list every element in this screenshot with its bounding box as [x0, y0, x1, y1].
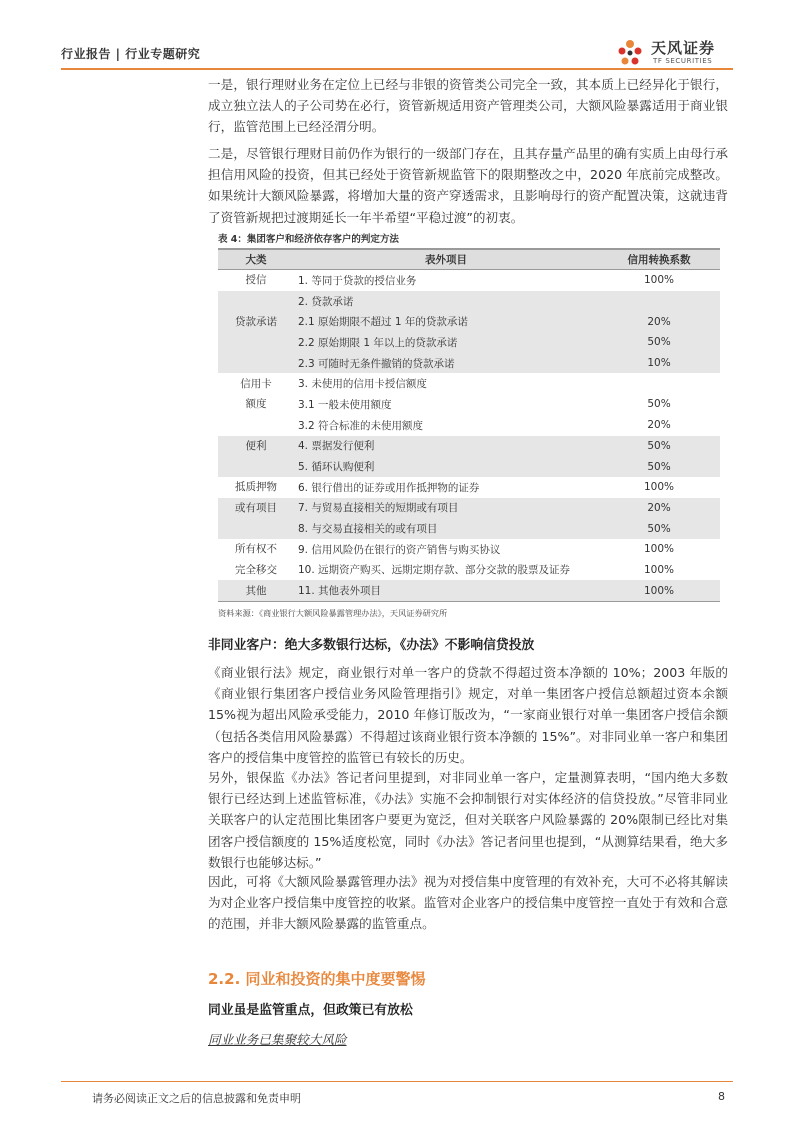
logo-text-en: TF SECURITIES	[653, 57, 713, 65]
table-header-row	[218, 249, 720, 270]
category-cell: 其他	[218, 580, 294, 601]
off-balance-table	[218, 248, 720, 602]
category-cell: 完全移交	[235, 563, 277, 576]
category-cell: 贷款承诺	[218, 311, 294, 332]
table-row	[218, 394, 720, 415]
item-cell: 2. 贷款承诺	[294, 291, 598, 312]
header-item: 表外项目	[294, 249, 598, 270]
item-cell: 2.1 原始期限不超过 1 年的贷款承诺	[294, 311, 598, 332]
table-row	[218, 270, 720, 291]
category-cell: 授信	[245, 274, 267, 287]
category-cell	[218, 291, 294, 312]
paragraph-1: 一是，银行理财业务在定位上已经与非银的资管类公司完全一致，其本质上已经异化于银行，成立独立法人的子公司势在必行，资管新规适用资产管理类公司，大额风险暴露适用于商业银行，监管范围上已经泾渭分明。	[208, 77, 728, 135]
item-cell: 9. 信用风险仍在银行的资产销售与购买协议	[298, 543, 501, 556]
coefficient-cell: 100%	[643, 274, 675, 287]
table-row	[218, 311, 720, 332]
section-heading-non-interbank: 非同业客户：绝大多数银行达标，《办法》不影响信贷投放	[208, 638, 535, 653]
coefficient-cell: 20%	[598, 498, 720, 519]
table-row	[218, 332, 720, 353]
item-cell: 3.2 符合标准的未使用额度	[298, 419, 424, 432]
table-row	[218, 353, 720, 374]
logo-flower-icon	[613, 36, 647, 70]
table-row	[218, 560, 720, 581]
item-cell: 8. 与交易直接相关的或有项目	[294, 518, 598, 539]
item-cell: 7. 与贸易直接相关的短期或有项目	[294, 498, 598, 519]
table-row	[218, 498, 720, 519]
paragraph-2: 二是，尽管银行理财目前仍作为银行的一级部门存在，且其存量产品里的确有实质上由母行承担信用风险的投资，但其已经处于资管新规监管下的限期整改之中，2020 年底前完成整改。如果统计大额风险暴露，将增加大量的资产穿透需求，且影响母行的资产配置决策，这就违背了资管新规把过渡期延长一年半希望“平稳过渡”的初衷。	[208, 146, 728, 225]
category-cell: 便利	[218, 436, 294, 457]
coefficient-cell: 50%	[598, 518, 720, 539]
table-row	[218, 291, 720, 312]
coefficient-cell: 50%	[598, 436, 720, 457]
coefficient-cell: 20%	[647, 419, 671, 432]
category-cell: 所有权不	[235, 543, 277, 556]
header-divider	[61, 68, 733, 70]
italic-subheading: 同业业务已集聚较大风险	[208, 1032, 347, 1047]
paragraph-5: 因此，可将《大额风险暴露管理办法》视为对授信集中度管理的有效补充，大可不必将其解读为对企业客户授信集中度管控的收紧。监管对企业客户的授信集中度管控一直处于有效和合意的范围，并非大额风险暴露的监管重点。	[208, 874, 728, 932]
header-coefficient: 信用转换系数	[598, 249, 720, 270]
category-cell: 或有项目	[218, 498, 294, 519]
item-cell: 4. 票据发行便利	[294, 436, 598, 457]
tf-securities-logo	[613, 36, 733, 70]
table-row	[218, 456, 720, 477]
header-category: 大类	[218, 249, 294, 270]
coefficient-cell: 10%	[598, 353, 720, 374]
category-cell	[218, 415, 294, 436]
table-row	[218, 415, 720, 436]
page-header	[61, 36, 733, 68]
category-cell	[218, 332, 294, 353]
coefficient-cell: 50%	[598, 456, 720, 477]
coefficient-cell: 100%	[643, 543, 675, 556]
item-cell: 3. 未使用的信用卡授信额度	[298, 378, 427, 391]
item-cell: 6. 银行借出的证券或用作抵押物的证券	[298, 481, 480, 494]
logo-text-cn: 天风证券	[651, 39, 716, 57]
table-row	[218, 580, 720, 601]
item-cell: 2.2 原始期限 1 年以上的贷款承诺	[294, 332, 598, 353]
table-row	[218, 539, 720, 560]
coefficient-cell: 50%	[647, 398, 671, 411]
page-number: 8	[718, 1090, 725, 1103]
item-cell: 11. 其他表外项目	[294, 580, 598, 601]
category-cell: 额度	[245, 398, 267, 411]
table-row	[218, 518, 720, 539]
category-cell: 信用卡	[240, 377, 272, 390]
coefficient-cell	[598, 291, 720, 312]
coefficient-cell: 100%	[643, 563, 675, 576]
item-cell: 2.3 可随时无条件撤销的贷款承诺	[294, 353, 598, 374]
item-cell: 1. 等同于贷款的授信业务	[298, 274, 417, 287]
coefficient-cell	[598, 373, 720, 394]
category-cell: 抵质押物	[235, 481, 277, 494]
table-row	[218, 477, 720, 498]
subheading-interbank: 同业虽是监管重点，但政策已有放松	[208, 1003, 413, 1018]
table-caption: 表 4：集团客户和经济依存客户的判定方法	[218, 234, 399, 245]
table-source: 资料来源：《商业银行大额风险暴露管理办法》，天风证券研究所	[218, 608, 448, 618]
footer-disclaimer: 请务必阅读正文之后的信息披露和免责申明	[92, 1092, 301, 1105]
table-row	[218, 373, 720, 394]
coefficient-cell: 100%	[643, 481, 675, 494]
category-cell	[218, 353, 294, 374]
paragraph-4: 另外，银保监《办法》答记者问里提到，对非同业单一客户，定量测算表明，“国内绝大多数银行已经达到上述监管标准，《办法》实施不会抑制银行对实体经济的信贷投放。”尽管非同业关联客户的认定范围比集团客户要更为宽泛，但对关联客户风险暴露的 20%限制已经比对集团客户授信额度的 15%适度松宽，同时《办法》答记者问里也提到，“从测算结果看，绝大多数银行也能够达标。”	[208, 770, 728, 870]
section-title-2-2: 2.2. 同业和投资的集中度要警惕	[208, 970, 426, 988]
item-cell: 10. 远期资产购买、远期定期存款、部分交款的股票及证券	[298, 564, 571, 577]
paragraph-3: 《商业银行法》规定，商业银行对单一客户的贷款不得超过资本净额的 10%；2003 年版的《商业银行集团客户授信业务风险管理指引》规定，对单一集团客户授信总额超过资本余额 15%视为超出风险承受能力，2010 年修订版改为，“一家商业银行对单一集团客户授信余额（包括各类信用风险暴露）不得超过该商业银行资本净额的 15%”。对非同业单一客户和集团客户的授信集中度管控的监管已有较长的历史。	[208, 665, 728, 765]
coefficient-cell: 100%	[598, 580, 720, 601]
item-cell: 3.1 一般未使用额度	[298, 398, 392, 411]
category-cell	[218, 456, 294, 477]
report-category: 行业报告 | 行业专题研究	[61, 47, 201, 61]
coefficient-cell: 50%	[598, 332, 720, 353]
item-cell: 5. 循环认购便利	[294, 456, 598, 477]
category-cell	[218, 518, 294, 539]
table-row	[218, 436, 720, 457]
footer-divider	[61, 1081, 733, 1082]
coefficient-cell: 20%	[598, 311, 720, 332]
